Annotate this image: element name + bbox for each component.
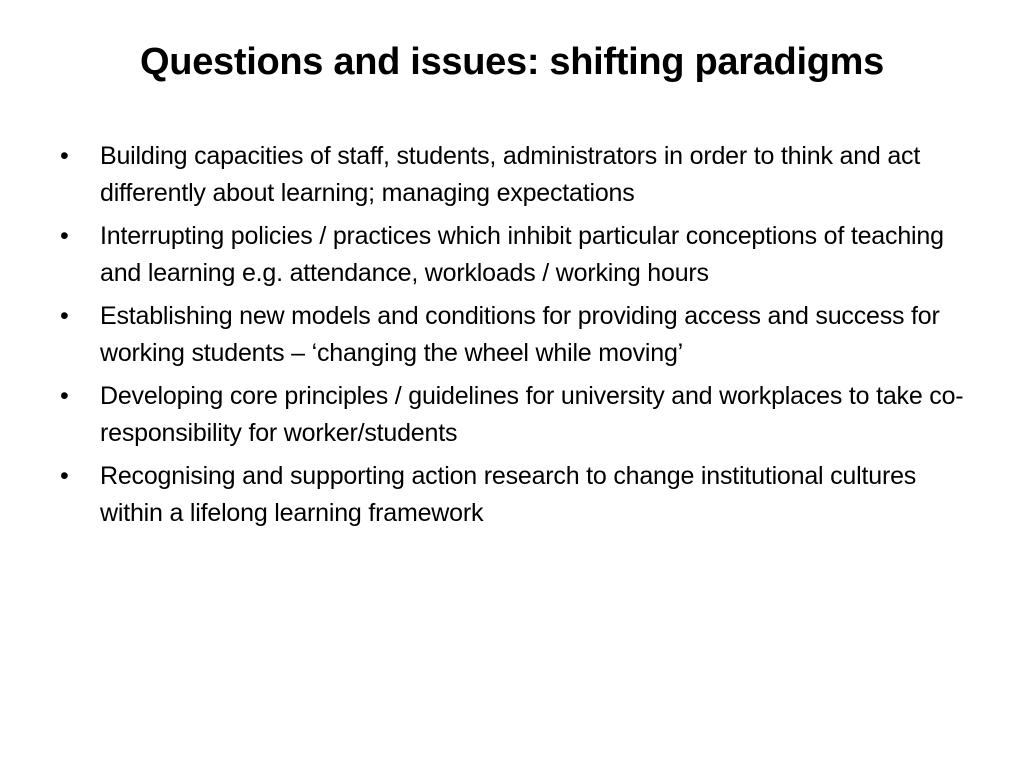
slide-title: Questions and issues: shifting paradigms: [140, 41, 884, 83]
bullet-dot-icon: •: [60, 222, 69, 250]
bullet-dot-icon: •: [60, 302, 69, 330]
bullet-text: Interrupting policies / practices which inhibit particular conceptions of teaching and learning e.g. attendance, workloads / working hours: [100, 222, 944, 287]
bullet-item: [60, 298, 970, 372]
bullet-list: [60, 138, 970, 538]
bullet-text: Establishing new models and conditions for providing access and success for working students – ‘changing the wheel while moving’: [100, 302, 940, 367]
bullet-text: Recognising and supporting action research to change institutional cultures within a lifelong learning framework: [100, 462, 917, 527]
bullet-dot-icon: •: [60, 142, 69, 170]
bullet-dot-icon: •: [60, 382, 69, 410]
bullet-text: Building capacities of staff, students, administrators in order to think and act differently about learning; managing expectations: [100, 142, 921, 207]
bullet-dot-icon: •: [60, 462, 69, 490]
bullet-item: [60, 138, 970, 212]
bullet-item: [60, 378, 970, 452]
bullet-item: [60, 458, 970, 532]
bullet-text: Developing core principles / guidelines for university and workplaces to take co-responsibility for worker/students: [100, 382, 964, 447]
bullet-item: [60, 218, 970, 292]
